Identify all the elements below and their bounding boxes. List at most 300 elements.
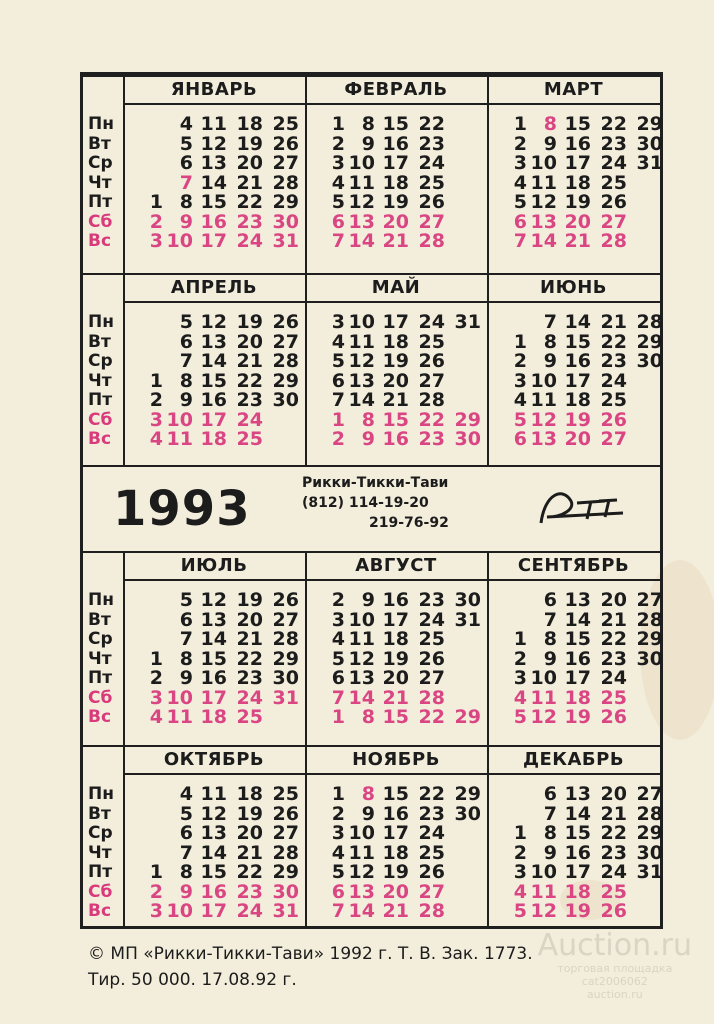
day-number: 24 (600, 369, 627, 392)
day-number: 9 (179, 880, 193, 903)
day-number: 24 (418, 608, 445, 631)
week-row (313, 193, 483, 212)
day-number: 30 (454, 802, 481, 825)
week-row (313, 630, 483, 649)
day-number: 27 (418, 667, 445, 689)
day-number: 27 (418, 369, 445, 392)
publisher-phone-1: (812) 114-19-20 (302, 495, 429, 511)
day-number: 23 (418, 428, 445, 450)
day-number: 2 (513, 841, 527, 864)
day-number: 17 (564, 369, 591, 392)
week-row (131, 154, 301, 173)
day-number: 9 (543, 647, 557, 670)
day-number: 22 (600, 628, 627, 650)
day-number: 1 (513, 330, 527, 353)
day-number: 24 (236, 686, 263, 709)
day-number: 31 (636, 152, 663, 174)
day-number: 30 (636, 841, 663, 864)
week-row (131, 115, 301, 134)
day-number: 30 (272, 389, 299, 411)
day-number: 18 (236, 783, 263, 805)
week-row (495, 352, 665, 371)
week-row (313, 171, 483, 194)
day-number: 17 (200, 686, 227, 709)
day-number: 24 (236, 408, 263, 431)
week-row (495, 880, 665, 903)
day-number: 13 (348, 210, 375, 233)
week-row (131, 608, 301, 631)
day-number: 14 (348, 230, 375, 252)
day-number: 4 (179, 783, 193, 805)
week-row (313, 880, 483, 903)
week-row (495, 802, 665, 825)
day-number: 14 (564, 311, 591, 333)
day-number: 20 (382, 210, 409, 233)
day-number: 2 (149, 210, 163, 233)
week-row (313, 210, 483, 233)
day-number: 23 (600, 841, 627, 864)
day-number: 18 (200, 706, 227, 728)
weekday-label: Вт (88, 133, 111, 154)
day-number: 16 (564, 350, 591, 372)
weekday-label: Вт (88, 609, 111, 630)
day-number: 5 (513, 706, 527, 728)
day-number: 15 (200, 191, 227, 213)
day-number: 16 (564, 132, 591, 155)
week-row (131, 841, 301, 864)
day-number: 1 (149, 191, 163, 213)
day-number: 26 (272, 311, 299, 333)
day-number: 6 (179, 608, 193, 631)
month-name: МАРТ (543, 79, 604, 100)
day-number: 5 (179, 589, 193, 611)
day-number: 3 (149, 686, 163, 709)
day-number: 28 (636, 311, 663, 333)
day-number: 21 (236, 841, 263, 864)
weekday-label: Чт (88, 648, 112, 669)
day-number: 28 (636, 608, 663, 631)
day-number: 5 (331, 350, 345, 372)
day-number: 7 (543, 608, 557, 631)
watermark-line: торговая площадка (557, 962, 673, 975)
day-number: 27 (600, 210, 627, 233)
footer-copyright: © МП «Рикки-Тикки-Тави» 1992 г. Т. В. Зак. 1773. (88, 944, 533, 964)
watermark-line: cat2006062 (581, 975, 648, 988)
day-number: 28 (418, 389, 445, 411)
day-number: 7 (179, 350, 193, 372)
day-number: 21 (600, 608, 627, 631)
day-number: 8 (361, 408, 375, 431)
week-row (313, 647, 483, 670)
day-number: 15 (200, 647, 227, 670)
weekday-label: Чт (88, 172, 112, 193)
day-number: 2 (149, 667, 163, 689)
day-number: 24 (418, 152, 445, 174)
day-number: 26 (600, 408, 627, 431)
week-row (313, 132, 483, 155)
day-number: 22 (600, 330, 627, 353)
day-number: 25 (272, 783, 299, 805)
day-number: 28 (600, 230, 627, 252)
week-row (313, 369, 483, 392)
day-number: 10 (166, 686, 193, 709)
month-name: МАЙ (371, 277, 421, 298)
week-row (313, 352, 483, 371)
day-number: 22 (236, 647, 263, 670)
week-row (131, 391, 301, 410)
day-number: 19 (382, 861, 409, 883)
day-number: 7 (331, 900, 345, 922)
week-row (131, 669, 301, 688)
day-number: 30 (454, 428, 481, 450)
day-number: 12 (348, 350, 375, 372)
day-number: 25 (418, 330, 445, 353)
day-number: 9 (179, 667, 193, 689)
day-number: 21 (564, 230, 591, 252)
day-number: 16 (564, 841, 591, 864)
day-number: 21 (382, 900, 409, 922)
day-number: 3 (513, 861, 527, 883)
day-number: 10 (348, 608, 375, 631)
month-name: СЕНТЯБРЬ (517, 555, 630, 576)
day-number: 20 (564, 210, 591, 233)
grid-rule (305, 75, 307, 465)
week-row (131, 313, 301, 332)
day-number: 18 (564, 686, 591, 709)
month-name: ИЮЛЬ (180, 555, 248, 576)
day-number: 22 (236, 861, 263, 883)
day-number: 27 (418, 210, 445, 233)
day-number: 3 (513, 369, 527, 392)
calendar-card (80, 72, 663, 929)
day-number: 13 (564, 783, 591, 805)
week-row (131, 132, 301, 155)
day-number: 26 (418, 191, 445, 213)
day-number: 20 (236, 152, 263, 174)
day-number: 7 (331, 230, 345, 252)
week-row (131, 708, 301, 727)
day-number: 22 (418, 706, 445, 728)
day-number: 13 (200, 822, 227, 844)
day-number: 17 (382, 608, 409, 631)
day-number: 18 (382, 841, 409, 864)
weekday-label: Пн (88, 114, 114, 134)
day-number: 11 (530, 171, 557, 194)
day-number: 14 (200, 841, 227, 864)
day-number: 23 (236, 667, 263, 689)
day-number: 1 (331, 706, 345, 728)
day-number: 6 (179, 152, 193, 174)
weekday-label: Пн (88, 312, 114, 332)
week-row (131, 352, 301, 371)
weekday-label: Ср (88, 823, 113, 843)
day-number: 7 (179, 841, 193, 864)
day-number: 15 (382, 408, 409, 431)
day-number: 29 (636, 113, 663, 135)
day-number: 2 (331, 428, 345, 450)
day-number: 5 (331, 647, 345, 670)
month-name: ИЮНЬ (540, 277, 607, 298)
day-number: 12 (530, 900, 557, 922)
day-number: 17 (200, 900, 227, 922)
day-number: 8 (179, 369, 193, 392)
month-name: НОЯБРЬ (352, 749, 440, 770)
day-number: 11 (200, 113, 227, 135)
day-number: 11 (348, 171, 375, 194)
day-number: 29 (454, 706, 481, 728)
weekday-label: Пт (88, 668, 113, 688)
day-number: 29 (636, 628, 663, 650)
day-number: 17 (382, 822, 409, 844)
day-number: 26 (272, 589, 299, 611)
day-number: 23 (236, 389, 263, 411)
day-number: 11 (348, 841, 375, 864)
week-row (495, 669, 665, 688)
day-number: 3 (513, 152, 527, 174)
day-number: 22 (418, 113, 445, 135)
day-number: 20 (600, 783, 627, 805)
day-number: 10 (166, 900, 193, 922)
day-number: 22 (418, 783, 445, 805)
weekday-label: Пт (88, 390, 113, 410)
day-number: 24 (418, 822, 445, 844)
day-number: 18 (564, 389, 591, 411)
day-number: 19 (236, 802, 263, 825)
day-number: 7 (331, 686, 345, 709)
day-number: 3 (331, 152, 345, 174)
day-number: 12 (200, 132, 227, 155)
day-number: 19 (564, 408, 591, 431)
day-number: 1 (331, 113, 345, 135)
week-row (495, 210, 665, 233)
day-number: 31 (272, 686, 299, 709)
day-number: 2 (513, 647, 527, 670)
week-row (131, 591, 301, 610)
day-number: 3 (331, 822, 345, 844)
publisher-logo-icon (533, 483, 628, 533)
day-number: 1 (331, 783, 345, 805)
day-number: 3 (331, 608, 345, 631)
day-number: 10 (530, 861, 557, 883)
day-number: 9 (361, 802, 375, 825)
week-row (495, 132, 665, 155)
day-number: 27 (636, 589, 663, 611)
week-row (495, 824, 665, 843)
day-number: 8 (179, 861, 193, 883)
week-row (131, 647, 301, 670)
day-number: 26 (272, 802, 299, 825)
weekday-label: Вс (88, 429, 112, 449)
day-number: 23 (600, 132, 627, 155)
day-number: 4 (149, 428, 163, 450)
day-number: 26 (600, 900, 627, 922)
day-number: 27 (272, 822, 299, 844)
day-number: 16 (200, 667, 227, 689)
week-row (131, 902, 301, 921)
week-row (131, 232, 301, 251)
week-row (495, 369, 665, 392)
day-number: 12 (530, 408, 557, 431)
day-number: 22 (236, 191, 263, 213)
day-number: 26 (418, 647, 445, 670)
day-number: 12 (200, 311, 227, 333)
day-number: 26 (272, 132, 299, 155)
day-number: 11 (166, 706, 193, 728)
week-row (495, 154, 665, 173)
weekday-label: Пн (88, 590, 114, 610)
day-number: 9 (361, 428, 375, 450)
day-number: 28 (418, 686, 445, 709)
week-row (313, 115, 483, 134)
day-number: 27 (636, 783, 663, 805)
day-number: 16 (382, 802, 409, 825)
day-number: 20 (382, 369, 409, 392)
weekday-label: Сб (88, 211, 113, 232)
day-number: 1 (331, 408, 345, 431)
day-number: 30 (272, 210, 299, 233)
weekday-label: Сб (88, 881, 113, 902)
day-number: 13 (200, 152, 227, 174)
day-number: 22 (600, 113, 627, 135)
day-number: 15 (564, 628, 591, 650)
day-number: 10 (166, 408, 193, 431)
day-number: 8 (361, 706, 375, 728)
day-number: 11 (530, 880, 557, 903)
day-number: 1 (149, 369, 163, 392)
week-row (313, 863, 483, 882)
day-number: 17 (382, 311, 409, 333)
day-number: 18 (236, 113, 263, 135)
day-number: 4 (513, 686, 527, 709)
day-number: 19 (236, 311, 263, 333)
day-number: 16 (382, 428, 409, 450)
day-number: 25 (236, 428, 263, 450)
day-number: 29 (454, 783, 481, 805)
week-row (313, 232, 483, 251)
week-row (313, 902, 483, 921)
day-number: 16 (382, 589, 409, 611)
weekday-label: Вс (88, 707, 112, 727)
day-number: 29 (454, 408, 481, 431)
day-number: 26 (418, 350, 445, 372)
day-number: 11 (200, 783, 227, 805)
day-number: 13 (200, 608, 227, 631)
day-number: 8 (361, 113, 375, 135)
day-number: 18 (564, 880, 591, 903)
week-row (495, 708, 665, 727)
day-number: 1 (513, 628, 527, 650)
day-number: 17 (564, 667, 591, 689)
day-number: 8 (179, 647, 193, 670)
week-row (131, 210, 301, 233)
day-number: 7 (179, 171, 193, 194)
week-row (313, 313, 483, 332)
day-number: 11 (530, 686, 557, 709)
day-number: 18 (564, 171, 591, 194)
day-number: 17 (564, 152, 591, 174)
day-number: 29 (272, 647, 299, 670)
year-label: 1993 (113, 481, 251, 537)
day-number: 24 (600, 152, 627, 174)
day-number: 5 (179, 802, 193, 825)
day-number: 21 (600, 311, 627, 333)
day-number: 1 (513, 113, 527, 135)
day-number: 4 (513, 171, 527, 194)
day-number: 15 (564, 330, 591, 353)
day-number: 10 (348, 311, 375, 333)
day-number: 12 (200, 802, 227, 825)
week-row (495, 841, 665, 864)
day-number: 31 (272, 230, 299, 252)
day-number: 15 (564, 113, 591, 135)
weekday-label: Вт (88, 803, 111, 824)
weekday-label: Чт (88, 842, 112, 863)
day-number: 24 (236, 230, 263, 252)
day-number: 29 (636, 822, 663, 844)
week-row (313, 154, 483, 173)
day-number: 18 (200, 428, 227, 450)
day-number: 7 (543, 311, 557, 333)
day-number: 5 (331, 861, 345, 883)
publisher-name: Рикки-Тикки-Тави (302, 475, 449, 491)
day-number: 28 (272, 350, 299, 372)
weekday-label: Пн (88, 784, 114, 804)
day-number: 13 (348, 369, 375, 392)
week-row (313, 802, 483, 825)
day-number: 21 (236, 350, 263, 372)
grid-rule (487, 551, 489, 926)
day-number: 10 (530, 369, 557, 392)
day-number: 30 (454, 589, 481, 611)
weekday-label: Чт (88, 370, 112, 391)
day-number: 26 (600, 191, 627, 213)
week-row (131, 171, 301, 194)
day-number: 16 (382, 132, 409, 155)
day-number: 19 (564, 191, 591, 213)
day-number: 19 (382, 647, 409, 670)
day-number: 23 (418, 132, 445, 155)
day-number: 2 (149, 880, 163, 903)
day-number: 12 (530, 706, 557, 728)
day-number: 23 (236, 210, 263, 233)
week-row (313, 686, 483, 709)
week-row (131, 630, 301, 649)
day-number: 14 (200, 171, 227, 194)
day-number: 10 (530, 152, 557, 174)
day-number: 16 (564, 647, 591, 670)
day-number: 10 (348, 152, 375, 174)
day-number: 2 (513, 132, 527, 155)
weekday-label: Вс (88, 231, 112, 251)
day-number: 16 (200, 389, 227, 411)
day-number: 15 (200, 861, 227, 883)
day-number: 21 (600, 802, 627, 825)
day-number: 12 (348, 647, 375, 670)
week-row (495, 193, 665, 212)
week-row (131, 686, 301, 709)
day-number: 31 (454, 608, 481, 631)
day-number: 6 (331, 667, 345, 689)
day-number: 4 (331, 841, 345, 864)
day-number: 18 (382, 628, 409, 650)
day-number: 3 (149, 230, 163, 252)
day-number: 10 (530, 667, 557, 689)
week-row (313, 430, 483, 449)
week-row (495, 313, 665, 332)
day-number: 18 (382, 171, 409, 194)
day-number: 6 (179, 330, 193, 353)
day-number: 5 (513, 408, 527, 431)
